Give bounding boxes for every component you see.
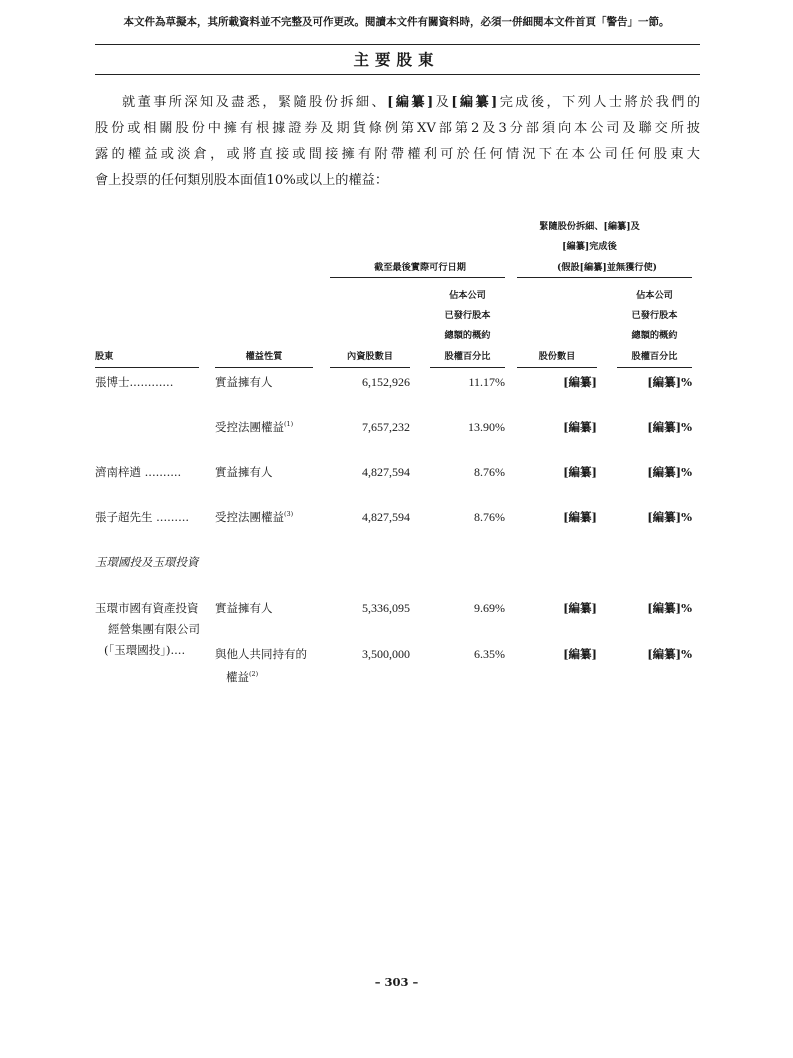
table-row-shares: 6,152,926 [362,375,410,389]
col-pct: 股權百分比 [444,351,491,362]
group-label: 玉環國投及玉環投資 [95,555,199,569]
table-row-shares: 5,336,095 [362,601,410,615]
table-row-after-shares: [編纂] [563,601,597,615]
table-row-after-pct: [編纂]% [647,465,692,479]
after-header-line-2: [編纂]完成後 [562,241,617,252]
after-header-line-1: 緊隨股份拆細、[編纂]及 [539,221,640,232]
after-group-rule [517,277,692,278]
col-rule-1 [95,367,199,368]
after-pct-header-1: 佔本公司 [636,290,673,301]
draft-warning: 本文件為草擬本，其所載資料並不完整及可作更改。閱讀本文件有關資料時，必須一併細閱本文件首頁「警告」一節。 [123,16,670,28]
latest-group-rule [330,277,505,278]
table-row-after-shares: [編纂] [563,375,597,389]
table-row-name: 張博士............ [95,375,174,389]
table-row-after-pct: [編纂]% [647,420,692,434]
entity-name-line-2: 經營集團有限公司 [108,622,200,636]
table-row-pct: 9.69% [474,601,505,615]
table-row-after-shares: [編纂] [563,647,597,661]
table-row-shares: 4,827,594 [362,465,410,479]
header-rule [95,44,700,45]
intro-line-2: 股份或相關股份中擁有根據證券及期貨條例第XV部第2及3分部須向本公司及聯交所披 [95,121,700,136]
table-row-nature: 受控法團權益$^{(1)}$ [215,420,294,434]
intro-line-4: 會上投票的任何類別股本面值10%或以上的權益： [95,173,389,188]
col-shareholder: 股東 [95,351,114,362]
table-row-after-pct: [編纂]% [647,601,692,615]
col-nature: 權益性質 [245,351,283,362]
col-rule-2 [215,367,313,368]
pct-header-1: 佔本公司 [449,290,486,301]
after-header-line-3: (假設[編纂]並無獲行使) [556,262,658,273]
col-after-pct: 股權百分比 [631,351,678,362]
table-row-pct: 11.17% [468,375,505,389]
intro-line-1: 就董事所深知及盡悉，緊隨股份拆細、[編纂]及[編纂]完成後，下列人士將於我們的 [122,95,701,110]
table-row-after-shares: [編纂] [563,510,597,524]
table-row-name: 張子超先生 ......... [95,510,190,524]
pct-header-3: 總額的概約 [444,330,491,341]
col-rule-5 [517,367,597,368]
col-domestic-shares: 內資股數目 [347,351,393,362]
col-rule-4 [430,367,505,368]
intro-line-3: 露的權益或淡倉，或將直接或間接擁有附帶權利可於任何情況下在本公司任何股東大 [95,147,700,162]
table-row-after-shares: [編纂] [563,465,597,479]
table-row-nature: 與他人共同持有的 [215,647,307,661]
table-row-nature: 實益擁有人 [215,601,273,615]
table-row-nature: 受控法團權益$^{(3)}$ [215,510,294,524]
entity-name-line-3: (「玉環國投」).... [104,643,186,657]
table-row-nature-cont: 權益$^{(2)}$ [226,670,259,684]
table-row-name: 濟南梓遒 .......... [95,465,182,479]
table-row-shares: 4,827,594 [362,510,410,524]
pct-header-2: 已發行股本 [444,310,491,321]
table-row-after-pct: [編纂]% [647,510,692,524]
table-row-nature: 實益擁有人 [215,465,273,479]
intro-paragraph [95,90,700,194]
table-row-shares: 3,500,000 [362,647,410,661]
table-row-nature: 實益擁有人 [215,375,273,389]
page-number: – 303 – [374,975,419,989]
table-row-pct: 6.35% [474,647,505,661]
after-pct-header-2: 已發行股本 [631,310,678,321]
section-title: 主要股東 [353,50,440,69]
col-after-shares: 股份數目 [538,351,576,362]
table-row-after-pct: [編纂]% [647,375,692,389]
table-row-pct: 8.76% [474,465,505,479]
entity-name-line-1: 玉環市國有資產投資 [95,601,199,615]
table-row-after-pct: [編纂]% [647,647,692,661]
table-row-pct: 13.90% [468,420,505,434]
table-row-after-shares: [編纂] [563,420,597,434]
latest-date-header: 截至最後實際可行日期 [374,262,466,273]
col-rule-6 [617,367,692,368]
table-row-shares: 7,657,232 [362,420,410,434]
table-row-pct: 8.76% [474,510,505,524]
title-rule [95,74,700,75]
after-pct-header-3: 總額的概約 [631,330,678,341]
col-rule-3 [330,367,410,368]
